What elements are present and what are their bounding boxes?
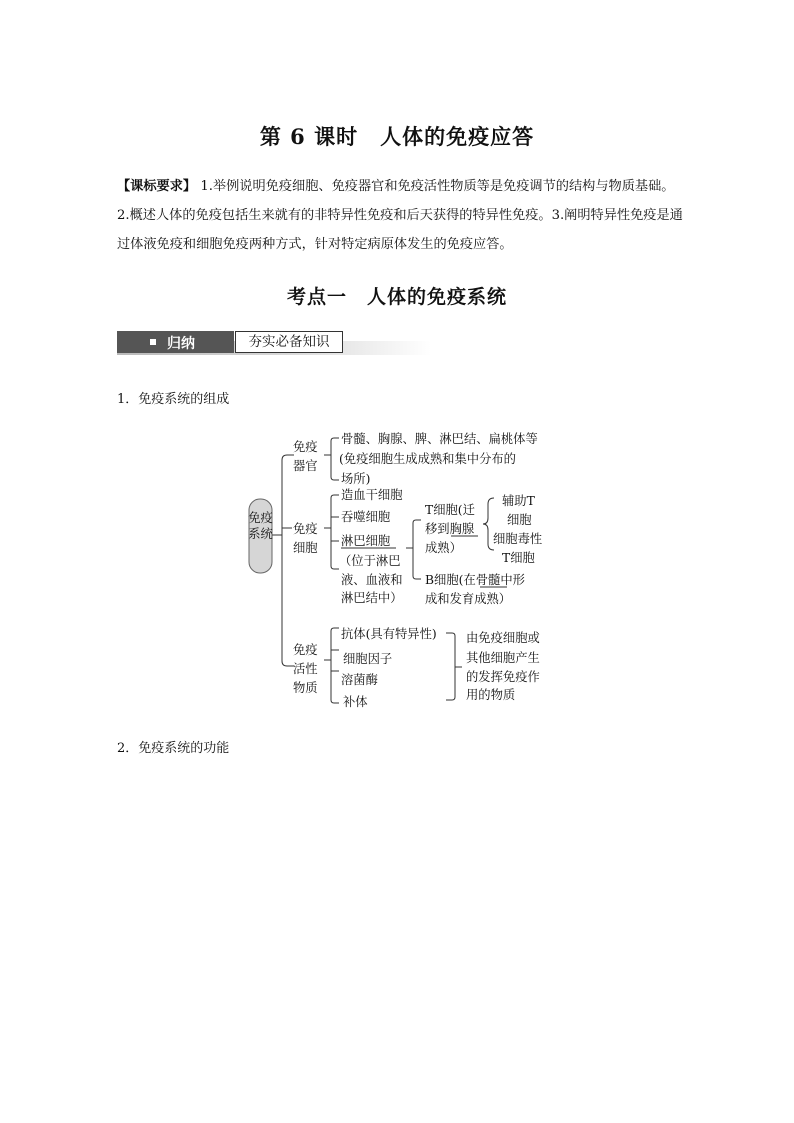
- banner-dark-label: 归纳: [167, 336, 195, 352]
- lymph-title: 淋巴细胞: [341, 534, 391, 548]
- organs-desc-line: (免疫细胞生成成熟和集中分布的: [339, 452, 516, 466]
- substances-label-line: 免疫: [293, 643, 318, 657]
- substances-desc-line: 用的物质: [466, 688, 516, 702]
- page-title: 第 6 课时 人体的免疫应答: [259, 124, 535, 149]
- b-cell-site: 骨髓: [475, 573, 501, 587]
- t-cell-site: 胸腺: [449, 522, 475, 536]
- cells-label-line: 细胞: [293, 541, 318, 555]
- lymph-desc-line: 淋巴结中）: [341, 591, 403, 605]
- requirements-text: 1.举例说明免疫细胞、免疫器官和免疫活性物质等是免疫调节的结构与物质基础。2.概述人体的免疫包括生来就有的非特异性免疫和后天获得的特异性免疫。3.阐明特异性免疫是通过体液免疫和细胞免疫两种方式，针对特定病原体发生的免疫应答。: [117, 179, 683, 252]
- cells-label-line: 免疫: [293, 522, 318, 536]
- t-cell-line-2: 移到胸腺: [425, 522, 475, 536]
- cell-item: 造血干细胞: [341, 488, 403, 502]
- organs-desc-line: 骨髓、胸腺、脾、淋巴结、扁桃体等: [341, 432, 538, 446]
- root-label-line: 系统: [248, 527, 273, 541]
- cell-item: 吞噬细胞: [341, 510, 391, 524]
- substance-item: 补体: [343, 695, 368, 709]
- banner-box-label: 夯实必备知识: [235, 331, 343, 353]
- substance-item: 细胞因子: [343, 652, 393, 666]
- substance-item: 溶菌酶: [341, 673, 378, 687]
- requirements-tag: 【课标要求】: [117, 179, 197, 194]
- root-label-line: 免疫: [248, 511, 273, 525]
- t-cell-line-3: 成熟）: [425, 541, 462, 555]
- t-type-line: T细胞: [502, 551, 535, 565]
- heading-composition: 1．免疫系统的组成: [117, 392, 230, 407]
- t-type-line: 辅助T: [502, 494, 535, 508]
- substances-desc-line: 其他细胞产生: [466, 651, 540, 665]
- heading-function: 2．免疫系统的功能: [117, 741, 230, 756]
- t-cell-line-1: T细胞(迁: [425, 503, 475, 517]
- organs-label-line: 免疫: [293, 440, 318, 454]
- b-cell-line-1: B细胞(在骨髓中形: [425, 573, 525, 587]
- section-title: 考点一 人体的免疫系统: [286, 286, 507, 308]
- substances-desc-line: 的发挥免疫作: [466, 670, 540, 684]
- substances-desc-line: 由免疫细胞或: [466, 631, 540, 645]
- substances-label-line: 物质: [293, 681, 318, 695]
- organs-label-line: 器官: [293, 459, 318, 473]
- t-type-line: 细胞: [507, 513, 532, 527]
- lymph-desc-line: （位于淋巴: [339, 554, 401, 568]
- substance-item: 抗体(具有特异性): [341, 627, 437, 641]
- t-type-line: 细胞毒性: [493, 532, 543, 546]
- substances-label-line: 活性: [293, 662, 318, 676]
- organs-desc-line: 场所): [341, 472, 371, 486]
- lymph-desc-line: 液、血液和: [341, 573, 403, 587]
- b-cell-line-2: 成和发育成熟）: [425, 592, 512, 606]
